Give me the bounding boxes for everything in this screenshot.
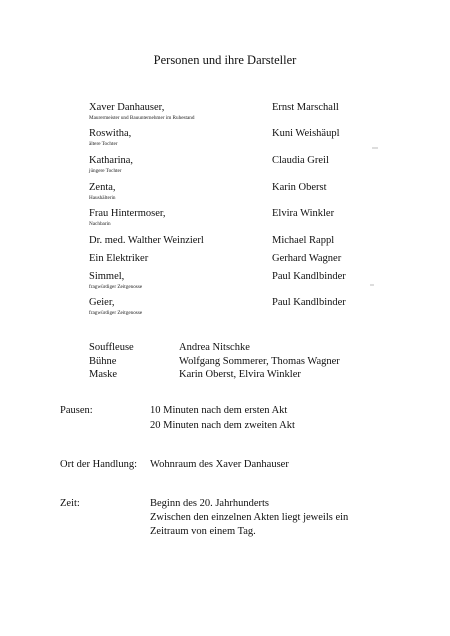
cast-actor: Kuni Weishäupl bbox=[272, 128, 340, 139]
cast-row-2 bbox=[89, 128, 389, 152]
cast-row-4 bbox=[89, 182, 389, 206]
crew-label: Maske bbox=[89, 369, 117, 380]
cast-role-description: jüngere Tochter bbox=[89, 168, 122, 174]
crew-label: Souffleuse bbox=[89, 342, 134, 353]
cast-role: Dr. med. Walther Weinzierl bbox=[89, 235, 204, 246]
cast-role: Geier, bbox=[89, 297, 115, 308]
crew-value: Andrea Nitschke bbox=[179, 342, 250, 353]
cast-row-8 bbox=[89, 271, 389, 295]
scan-speck bbox=[370, 284, 374, 286]
cast-role-description: Maurermeister und Bauunternehmer im Ruhestand bbox=[89, 115, 195, 121]
cast-actor: Paul Kandlbinder bbox=[272, 271, 346, 282]
cast-actor: Claudia Greil bbox=[272, 155, 329, 166]
crew-value: Karin Oberst, Elvira Winkler bbox=[179, 369, 301, 380]
pausen-label: Pausen: bbox=[60, 405, 93, 416]
zeit-label: Zeit: bbox=[60, 498, 80, 509]
cast-role: Roswitha, bbox=[89, 128, 132, 139]
cast-role-description: fragwürdiger Zeitgenosse bbox=[89, 284, 143, 290]
cast-actor: Ernst Marschall bbox=[272, 102, 339, 113]
crew-value: Wolfgang Sommerer, Thomas Wagner bbox=[179, 356, 340, 367]
cast-row-9 bbox=[89, 297, 389, 321]
cast-role: Ein Elektriker bbox=[89, 253, 149, 264]
cast-row-5 bbox=[89, 208, 389, 232]
page-title: Personen und ihre Darsteller bbox=[153, 53, 297, 67]
cast-role: Simmel, bbox=[89, 271, 125, 282]
cast-actor: Gerhard Wagner bbox=[272, 253, 342, 264]
cast-actor: Elvira Winkler bbox=[272, 208, 335, 219]
cast-role: Frau Hintermoser, bbox=[89, 208, 166, 219]
cast-role: Katharina, bbox=[89, 155, 134, 166]
cast-row-1 bbox=[89, 102, 389, 126]
zeit-line: Zwischen den einzelnen Akten liegt jeweils ein bbox=[150, 512, 349, 523]
scan-speck bbox=[372, 147, 378, 149]
crew-label: Bühne bbox=[89, 356, 117, 367]
zeit-line: Zeitraum von einem Tag. bbox=[150, 526, 256, 537]
pausen-line: 10 Minuten nach dem ersten Akt bbox=[150, 405, 288, 416]
cast-actor: Michael Rappl bbox=[272, 235, 335, 246]
zeit-line: Beginn des 20. Jahrhunderts bbox=[150, 498, 269, 509]
cast-role-description: ältere Tochter bbox=[89, 141, 118, 147]
ort-label: Ort der Handlung: bbox=[60, 459, 137, 470]
ort-line: Wohnraum des Xaver Danhauser bbox=[150, 459, 289, 470]
pausen-line: 20 Minuten nach dem zweiten Akt bbox=[150, 420, 295, 431]
cast-role-description: Nachbarin bbox=[89, 221, 111, 227]
cast-actor: Paul Kandlbinder bbox=[272, 297, 346, 308]
cast-row-3 bbox=[89, 155, 389, 179]
cast-role-description: Haushälterin bbox=[89, 195, 116, 201]
cast-role: Xaver Danhauser, bbox=[89, 102, 165, 113]
cast-role: Zenta, bbox=[89, 182, 116, 193]
cast-role-description: fragwürdiger Zeitgenosse bbox=[89, 310, 143, 316]
cast-actor: Karin Oberst bbox=[272, 182, 327, 193]
